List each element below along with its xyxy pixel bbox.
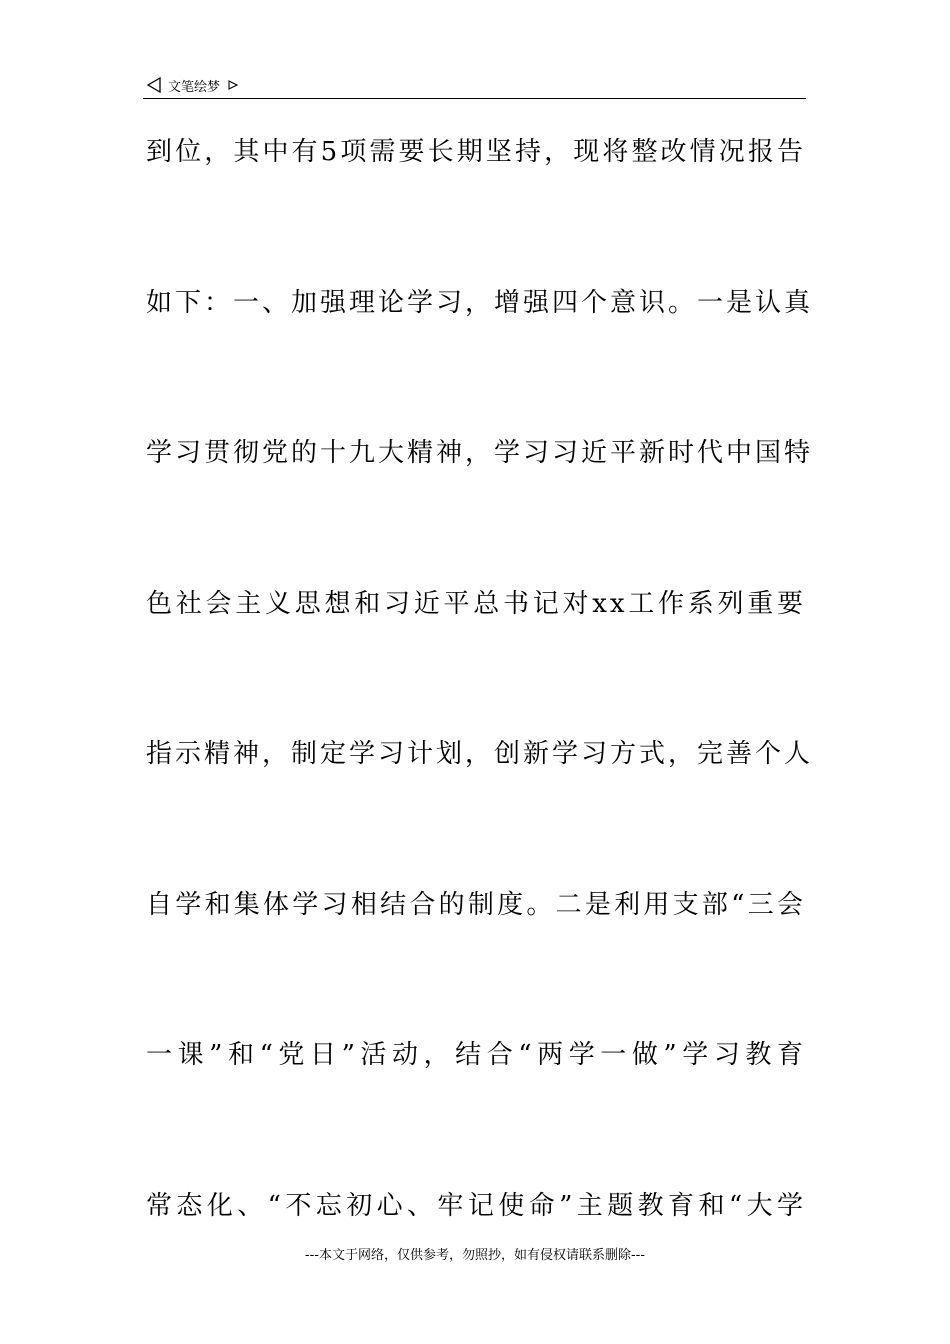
paragraph-line: 一课”和“党日”活动，结合“两学一做”学习教育 xyxy=(146,1040,806,1070)
paragraph-line: 如下：一、加强理论学习，增强四个意识。一是认真 xyxy=(146,287,814,318)
paragraph-line: 色社会主义思想和习近平总书记对xx工作系列重要 xyxy=(146,588,806,619)
paragraph-line: 指示精神，制定学习计划，创新学习方式，完善个人 xyxy=(146,739,814,769)
header-divider xyxy=(143,98,806,99)
paragraph-line: 学习贯彻党的十九大精神，学习习近平新时代中国特 xyxy=(146,438,814,468)
paragraph-line: 自学和集体学习相结合的制度。二是利用支部“三会 xyxy=(146,889,806,920)
footer-notice: ---本文于网络，仅供参考，勿照抄，如有侵权请联系删除--- xyxy=(304,1248,646,1263)
triangle-right-icon xyxy=(228,80,238,90)
header-brand: 文笔绘梦 xyxy=(168,79,221,95)
triangle-left-icon xyxy=(146,77,162,93)
paragraph-line: 到位，其中有5项需要长期坚持，现将整改情况报告 xyxy=(146,137,806,167)
document-body xyxy=(146,132,814,1336)
page-header xyxy=(146,74,238,96)
paragraph-line: 常态化、“不忘初心、牢记使命”主题教育和“大学 xyxy=(146,1190,806,1221)
